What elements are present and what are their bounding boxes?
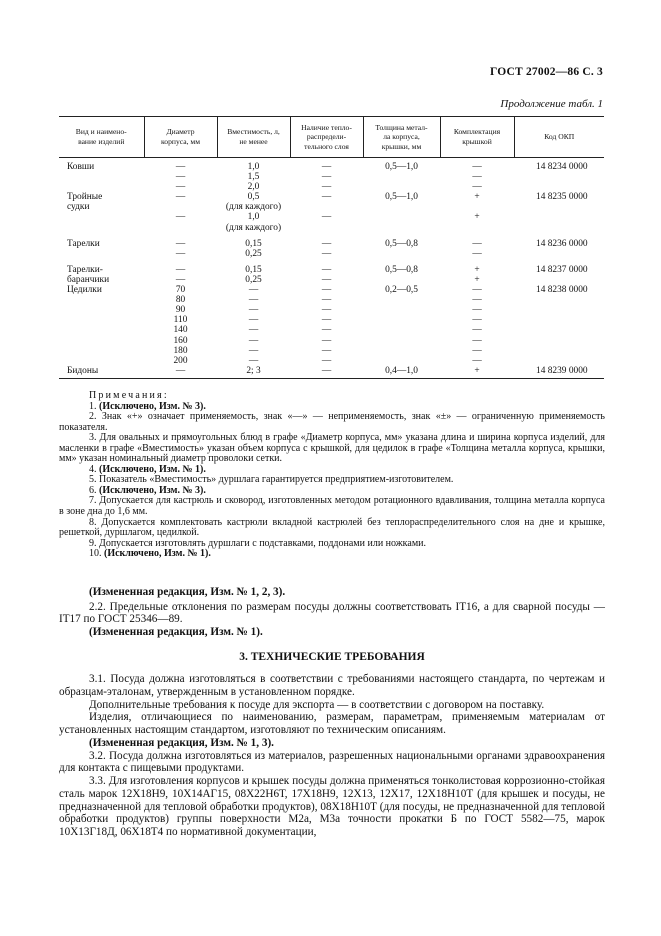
table-row: [59, 259, 604, 285]
cell-heat-layer: — — — — — — — —: [321, 285, 332, 366]
section-3-text: [59, 673, 605, 839]
products-table: [59, 116, 604, 379]
notes-heading: Примечания:: [89, 390, 169, 401]
revision-note: (Измененная редакция, Изм. № 1, 2, 3).: [89, 586, 286, 598]
cell-okp: 14 8238 0000: [536, 285, 588, 296]
note-6-number: 6.: [89, 484, 97, 496]
table-row: [59, 192, 604, 232]
cell-capacity: 0,15 0,25: [245, 238, 262, 259]
cell-thickness: 0,2—0,5: [385, 285, 418, 296]
cell-capacity: 2; 3: [217, 366, 290, 379]
cell-lid: — — —: [472, 162, 482, 193]
note-8: 8. Допускается комплектовать кастрюли вкладной кастрюлей без теплораспределительного слоя на дне и крышке, решеткой, дуршлагом, цедилкой.: [59, 516, 605, 539]
cell-diameter: — — —: [175, 162, 186, 193]
cell-item: Цедилки: [67, 285, 102, 296]
cell-okp: 14 8236 0000: [536, 238, 588, 249]
note-10: [59, 549, 605, 560]
cell-heat-layer: — —: [321, 264, 332, 285]
cell-okp: 14 8239 0000: [514, 366, 604, 379]
cell-diameter: —: [144, 366, 217, 379]
note-7: 7. Допускается для кастрюль и сковород, изготовленных методом ротационного вдавливания, толщина металла корпуса в зоне дна до 1,6 мм.: [59, 495, 605, 518]
table-row: [59, 233, 604, 259]
note-10-text: (Исключено, Изм. № 1).: [104, 548, 211, 560]
col-header-item-type: Вид и наимено- вание изделий: [59, 117, 144, 158]
cell-capacity: 0,5 (для каждого) 1,0 (для каждого): [225, 192, 282, 233]
cell-thickness: 0,5—1,0: [385, 162, 418, 172]
cell-heat-layer: — —: [321, 192, 332, 223]
note-10-number: 10.: [89, 548, 102, 560]
section-2-text: [59, 586, 605, 639]
cell-thickness: 0,4—1,0: [363, 366, 440, 379]
cell-thickness: 0,5—0,8: [385, 264, 418, 275]
paragraph-3-2: 3.2. Посуда должна изготовляться из материалов, разрешенных национальными органами здравоохранения для контакта с пищевыми продуктами.: [59, 749, 605, 775]
paragraph-2-2: 2.2. Предельные отклонения по размерам посуды должны соответствовать IT16, а для сварной посуды — IT17 по ГОСТ 25346—89.: [59, 600, 605, 626]
cell-lid: +: [440, 366, 514, 379]
revision-note: (Измененная редакция, Изм. № 1, 3).: [89, 736, 274, 749]
note-2: 2. Знак «+» означает применяемость, знак «—» — неприменяемость, знак «±» — ограниченную применяемость показателя.: [59, 411, 605, 433]
cell-diameter: — —: [175, 192, 186, 223]
cell-heat-layer: — —: [321, 238, 332, 259]
note-1-text: (Исключено, Изм. № 3).: [99, 400, 206, 412]
note-5: 5. Показатель «Вместимость» дуршлага гарантируется предприятием-изготовителем.: [89, 474, 454, 486]
col-header-lid: Комплектация крышкой: [440, 117, 514, 158]
cell-thickness: 0,5—1,0: [385, 192, 418, 203]
cell-capacity: 1,0 1,5 2,0: [247, 162, 260, 193]
cell-lid: — —: [472, 238, 482, 259]
section-title: 3. ТЕХНИЧЕСКИЕ ТРЕБОВАНИЯ: [239, 651, 425, 663]
cell-diameter: — —: [175, 264, 186, 285]
cell-thickness: 0,5—0,8: [385, 238, 418, 249]
cell-capacity: — — — — — — — —: [248, 285, 259, 366]
table-row: [59, 285, 604, 366]
col-header-okp-code: Код ОКП: [514, 117, 604, 158]
cell-okp: 14 8237 0000: [536, 264, 588, 275]
paragraph-3-3: 3.3. Для изготовления корпусов и крышек посуды должна применяться тонколистовая коррозионно-стойкая сталь марок 12Х18Н9, 10Х14АГ15, 08Х22Н6Т, 17Х18Н9, 12Х13, 12Х17, 12Х18Н10Т (для крышек и посуды, не предназначенной для тепловой обработки продуктов), 08Х18Н10Т (для посуды, не предназначенной для тепловой обработки продуктов) группы поверхности М2а, М3а точности прокатки Б по ГОСТ 5582—75, марок 10Х13Г18Д, 06Х18Т4 по нормативной документации,: [59, 775, 605, 838]
cell-item: Тройные судки: [67, 192, 103, 213]
note-1-number: 1.: [89, 400, 97, 412]
table-row: [59, 366, 604, 379]
cell-okp: 14 8234 0000: [536, 162, 588, 172]
col-header-diameter: Диаметр корпуса, мм: [144, 117, 217, 158]
note-4-number: 4.: [89, 463, 97, 475]
note-3: 3. Для овальных и прямоугольных блюд в графе «Диаметр корпуса, мм» указана длина и ширина корпуса изделий, для масленки в графе «Вместимость» указан объем корпуса с крышкой, для цедилок в графе «Толщина металла корпуса, крышки, мм» указан номинальный диаметр проволоки сетки.: [59, 432, 605, 465]
table-continuation-label: Продолжение табл. 1: [500, 98, 603, 110]
cell-lid: + +: [474, 192, 480, 223]
paragraph-3-1: 3.1. Посуда должна изготовляться в соответствии с требованиями настоящего стандарта, по чертежам и образцам-эталонам, утвержденным в установленном порядке.: [59, 673, 605, 698]
note-9: 9. Допускается изготовлять дуршлаги с подставками, поддонами или ножками.: [89, 537, 427, 549]
cell-diameter: 70 80 90 110 140 160 180 200: [173, 285, 188, 366]
cell-okp: 14 8235 0000: [536, 192, 588, 203]
cell-heat-layer: —: [290, 366, 363, 379]
col-header-heat-layer: Наличие тепло- распредели- тельного слоя: [290, 117, 363, 158]
cell-lid: — — — — — — — —: [472, 285, 482, 366]
paragraph-3-1-export: Дополнительные требования к посуде для экспорта — в соответствии с договором на поставку.: [89, 698, 545, 711]
paragraph-3-1-items: Изделия, отличающиеся по наименованию, размерам, параметрам, применяемым материалам от установленных настоящим стандартом, изготовляют по техническим описаниям.: [59, 711, 605, 736]
table-notes: [59, 391, 605, 560]
cell-lid: + +: [474, 264, 480, 285]
note-4-text: (Исключено, Изм. № 1).: [99, 463, 206, 475]
cell-heat-layer: — — —: [321, 162, 332, 193]
cell-diameter: — —: [175, 238, 186, 259]
page-header: ГОСТ 27002—86 С. 3: [490, 66, 603, 78]
cell-item: Ковши: [67, 162, 95, 172]
col-header-capacity: Вместимость, л, не менее: [217, 117, 290, 158]
cell-capacity: 0,15 0,25: [245, 264, 262, 285]
table-row: [59, 158, 604, 193]
col-header-thickness: Толщина метал- ла корпуса, крышки, мм: [363, 117, 440, 158]
revision-note: (Измененная редакция, Изм. № 1).: [89, 626, 263, 639]
cell-item: Тарелки: [67, 238, 100, 249]
note-6-text: (Исключено, Изм. № 3).: [99, 484, 206, 496]
table-header-row: [59, 117, 604, 158]
cell-item: Тарелки- баранчики: [67, 264, 110, 285]
cell-item: Бидоны: [59, 366, 144, 379]
